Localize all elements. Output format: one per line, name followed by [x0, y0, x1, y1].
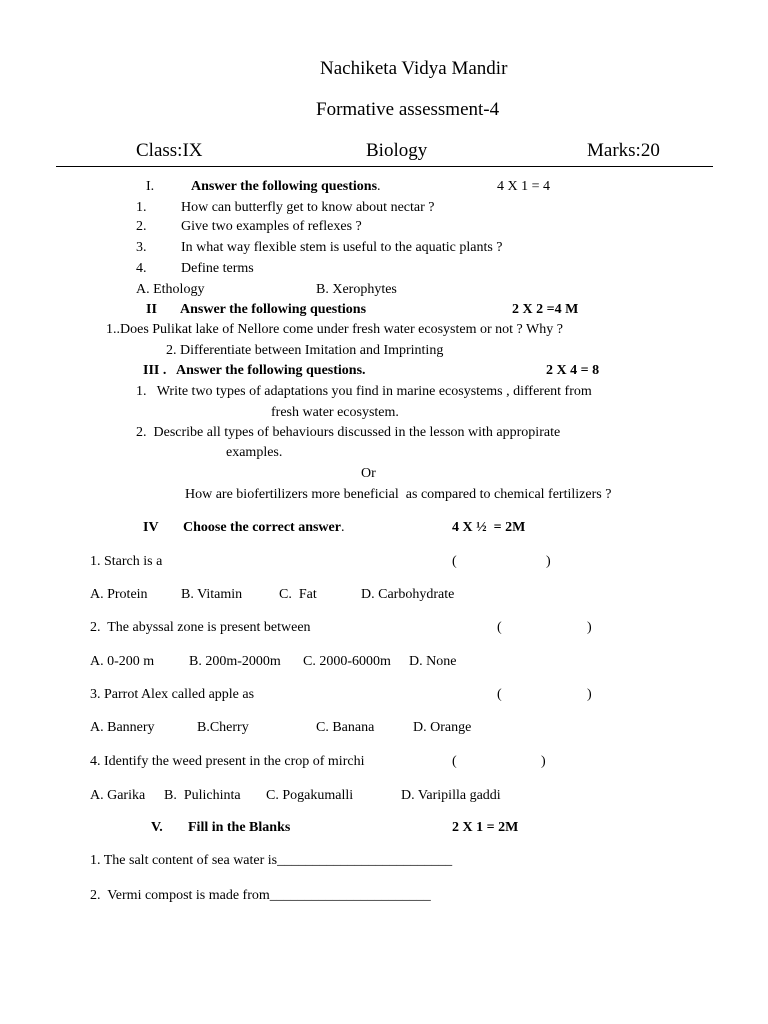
fill-blank-question: 2. Vermi compost is made from_______________________ — [90, 888, 431, 903]
mcq-option: D. Carbohydrate — [361, 587, 455, 602]
question-text: 1..Does Pulikat lake of Nellore come under fresh water ecosystem or not ? Why ? — [106, 322, 563, 337]
section-title — [191, 179, 381, 195]
mcq-option: D. Varipilla gaddi — [401, 788, 501, 803]
answer-bracket-close: ) — [541, 754, 546, 769]
section-marks: 4 X 1 = 4 — [497, 179, 551, 194]
question-number: 3. — [136, 240, 147, 255]
mcq-question: 1. Starch is a — [90, 554, 163, 569]
question-text: In what way flexible stem is useful to the aquatic plants ? — [181, 240, 503, 255]
section-title: Answer the following questions — [180, 302, 367, 317]
question-text: How are biofertilizers more beneficial as compared to chemical fertilizers ? — [185, 487, 612, 502]
mcq-option: C. Fat — [279, 587, 317, 602]
section-number: I. — [146, 179, 155, 194]
mcq-option: C. 2000-6000m — [303, 654, 391, 669]
or-separator: Or — [361, 466, 376, 481]
fill-blank-question: 1. The salt content of sea water is_________________________ — [90, 853, 453, 868]
section-title-dot: . — [340, 520, 345, 535]
mcq-option: A. Garika — [90, 788, 146, 803]
answer-bracket-close: ) — [546, 554, 551, 569]
answer-bracket-open: ( — [497, 620, 502, 635]
marks-label: Marks:20 — [587, 140, 660, 161]
section-marks: 2 X 2 =4 M — [512, 302, 579, 317]
question-text-continued: fresh water ecosystem. — [271, 405, 399, 420]
question-text: Give two examples of reflexes ? — [181, 219, 362, 234]
question-text: 2. Describe all types of behaviours discussed in the lesson with appropirate — [136, 425, 561, 440]
mcq-option: A. Protein — [90, 587, 148, 602]
subject-label: Biology — [366, 140, 428, 161]
section-number: V. — [151, 820, 163, 835]
mcq-option: A. 0-200 m — [90, 654, 155, 669]
question-number: 1. — [136, 200, 147, 215]
section-title: Fill in the Blanks — [188, 820, 291, 835]
section-title-dot: . — [377, 179, 381, 194]
question-number: 2. — [136, 219, 147, 234]
school-name: Nachiketa Vidya Mandir — [320, 58, 508, 79]
mcq-question: 4. Identify the weed present in the crop of mirchi — [90, 754, 365, 769]
mcq-option: C. Banana — [316, 720, 375, 735]
answer-bracket-close: ) — [587, 687, 592, 702]
section-number: II — [146, 302, 157, 317]
section-number: III . — [143, 363, 167, 378]
question-text: How can butterfly get to know about nectar ? — [181, 200, 435, 215]
mcq-question: 2. The abyssal zone is present between — [90, 620, 311, 635]
mcq-option: B. Pulichinta — [164, 788, 241, 803]
answer-bracket-open: ( — [452, 754, 457, 769]
section-title-text: Answer the following questions — [191, 179, 378, 194]
question-text: Define terms — [181, 261, 254, 276]
section-marks: 4 X ½ = 2M — [452, 520, 526, 535]
mcq-option: B. 200m-2000m — [189, 654, 281, 669]
answer-bracket-open: ( — [497, 687, 502, 702]
mcq-option: B. Vitamin — [181, 587, 243, 602]
section-title: Answer the following questions. — [176, 363, 366, 378]
answer-bracket-close: ) — [587, 620, 592, 635]
mcq-question: 3. Parrot Alex called apple as — [90, 687, 255, 702]
section-marks: 2 X 4 = 8 — [546, 363, 600, 378]
header-divider — [56, 166, 713, 167]
section-marks: 2 X 1 = 2M — [452, 820, 519, 835]
question-text-continued: examples. — [226, 445, 283, 460]
section-number: IV — [143, 520, 159, 535]
mcq-option: A. Bannery — [90, 720, 155, 735]
term-option: B. Xerophytes — [316, 282, 397, 297]
term-option: A. Ethology — [136, 282, 205, 297]
question-text: 2. Differentiate between Imitation and Imprinting — [166, 343, 444, 358]
question-number: 4. — [136, 261, 147, 276]
mcq-option: B.Cherry — [197, 720, 249, 735]
question-text: 1. Write two types of adaptations you find in marine ecosystems , different from — [136, 384, 592, 399]
section-title-text: Choose the correct answer — [183, 520, 341, 535]
mcq-option: D. None — [409, 654, 457, 669]
class-label: Class:IX — [136, 140, 203, 161]
mcq-option: C. Pogakumalli — [266, 788, 354, 803]
mcq-option: D. Orange — [413, 720, 472, 735]
exam-title: Formative assessment-4 — [316, 99, 500, 120]
section-title — [183, 520, 344, 536]
answer-bracket-open: ( — [452, 554, 457, 569]
